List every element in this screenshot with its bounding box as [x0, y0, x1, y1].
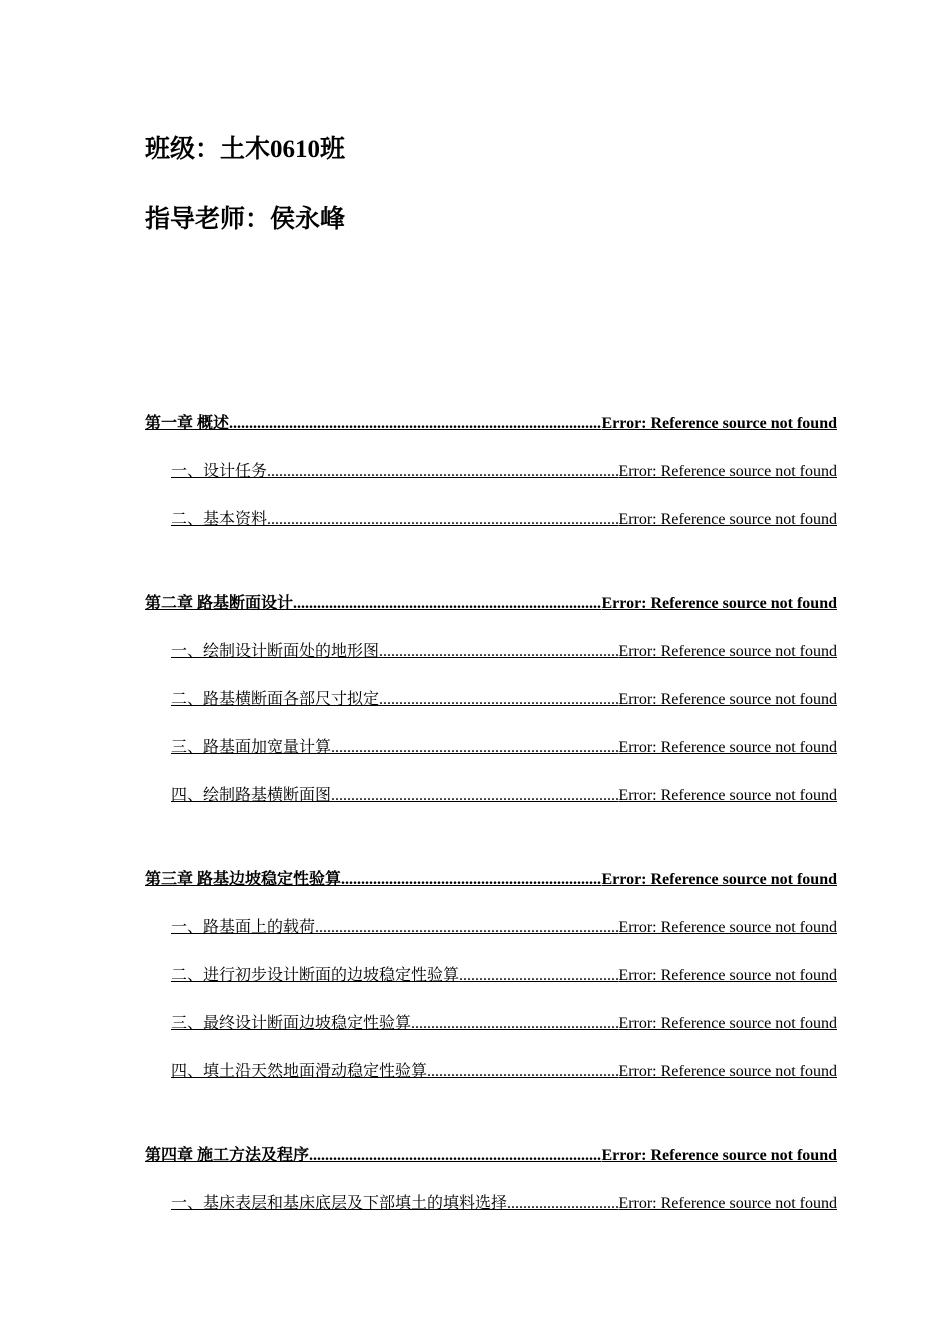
toc-page-reference: Error: Reference source not found — [601, 871, 837, 888]
class-heading: 班级：土木0610班 — [145, 136, 346, 163]
toc-section-link[interactable] — [145, 783, 837, 831]
toc-page-reference: Error: Reference source not found — [601, 595, 837, 612]
toc-entry-title: 一、路基面上的载荷 — [171, 919, 316, 936]
toc-entry-title: 一、设计任务 — [171, 463, 268, 480]
dot-leader — [331, 735, 618, 761]
toc-page-reference: Error: Reference source not found — [618, 1015, 837, 1032]
toc-page-reference: Error: Reference source not found — [618, 463, 837, 480]
dot-leader — [331, 783, 618, 809]
dot-leader — [267, 459, 618, 485]
dot-leader — [379, 639, 618, 665]
toc-entry-title: 二、基本资料 — [171, 511, 268, 528]
toc-page-reference: Error: Reference source not found — [618, 1063, 837, 1080]
dot-leader — [293, 591, 601, 617]
toc-page-reference: Error: Reference source not found — [618, 511, 837, 528]
toc-entry-title: 四、填土沿天然地面滑动稳定性验算 — [171, 1063, 428, 1080]
dot-leader — [309, 1143, 601, 1169]
toc-entry-title: 第三章 路基边坡稳定性验算 — [145, 871, 342, 888]
toc-page-reference: Error: Reference source not found — [618, 787, 837, 804]
toc-page-reference: Error: Reference source not found — [618, 1195, 837, 1212]
toc-section-link[interactable] — [145, 915, 837, 963]
toc-entry-title: 四、绘制路基横断面图 — [171, 787, 332, 804]
toc-page-reference: Error: Reference source not found — [618, 691, 837, 708]
toc-page-reference: Error: Reference source not found — [618, 643, 837, 660]
toc-page-reference: Error: Reference source not found — [601, 1147, 837, 1164]
toc-section-link[interactable] — [145, 1191, 837, 1239]
toc-entry-title: 第一章 概述 — [145, 415, 230, 432]
toc-section-link[interactable] — [145, 459, 837, 507]
toc-entry-title: 三、最终设计断面边坡稳定性验算 — [171, 1015, 412, 1032]
dot-leader — [341, 867, 601, 893]
dot-leader — [267, 507, 618, 533]
teacher-heading: 指导老师：侯永峰 — [145, 206, 346, 233]
toc-chapter-link[interactable] — [145, 1143, 837, 1191]
dot-leader — [229, 411, 601, 437]
dot-leader — [379, 687, 618, 713]
toc-entry-title: 第四章 施工方法及程序 — [145, 1147, 310, 1164]
toc-section-link[interactable] — [145, 1011, 837, 1059]
toc-page-reference: Error: Reference source not found — [618, 967, 837, 984]
toc-entry-title: 二、进行初步设计断面的边坡稳定性验算 — [171, 967, 460, 984]
toc-entry-title: 三、路基面加宽量计算 — [171, 739, 332, 756]
toc-entry-title: 一、绘制设计断面处的地形图 — [171, 643, 380, 660]
toc-section-link[interactable] — [145, 639, 837, 687]
toc-chapter-link[interactable] — [145, 867, 837, 915]
dot-leader — [459, 963, 618, 989]
toc-chapter-link[interactable] — [145, 591, 837, 639]
toc-section-link[interactable] — [145, 735, 837, 783]
dot-leader — [411, 1011, 618, 1037]
dot-leader — [315, 915, 618, 941]
toc-page-reference: Error: Reference source not found — [618, 919, 837, 936]
toc-section-link[interactable] — [145, 963, 837, 1011]
toc-page-reference: Error: Reference source not found — [618, 739, 837, 756]
toc-section-link[interactable] — [145, 687, 837, 735]
toc-page-reference: Error: Reference source not found — [601, 415, 837, 432]
toc-section-link[interactable] — [145, 1059, 837, 1107]
toc-chapter-link[interactable] — [145, 411, 837, 459]
dot-leader — [427, 1059, 618, 1085]
toc-section-link[interactable] — [145, 507, 837, 555]
toc-entry-title: 第二章 路基断面设计 — [145, 595, 294, 612]
toc-entry-title: 二、路基横断面各部尺寸拟定 — [171, 691, 380, 708]
toc-entry-title: 一、基床表层和基床底层及下部填土的填料选择 — [171, 1195, 508, 1212]
table-of-contents — [145, 411, 837, 1239]
dot-leader — [507, 1191, 618, 1217]
